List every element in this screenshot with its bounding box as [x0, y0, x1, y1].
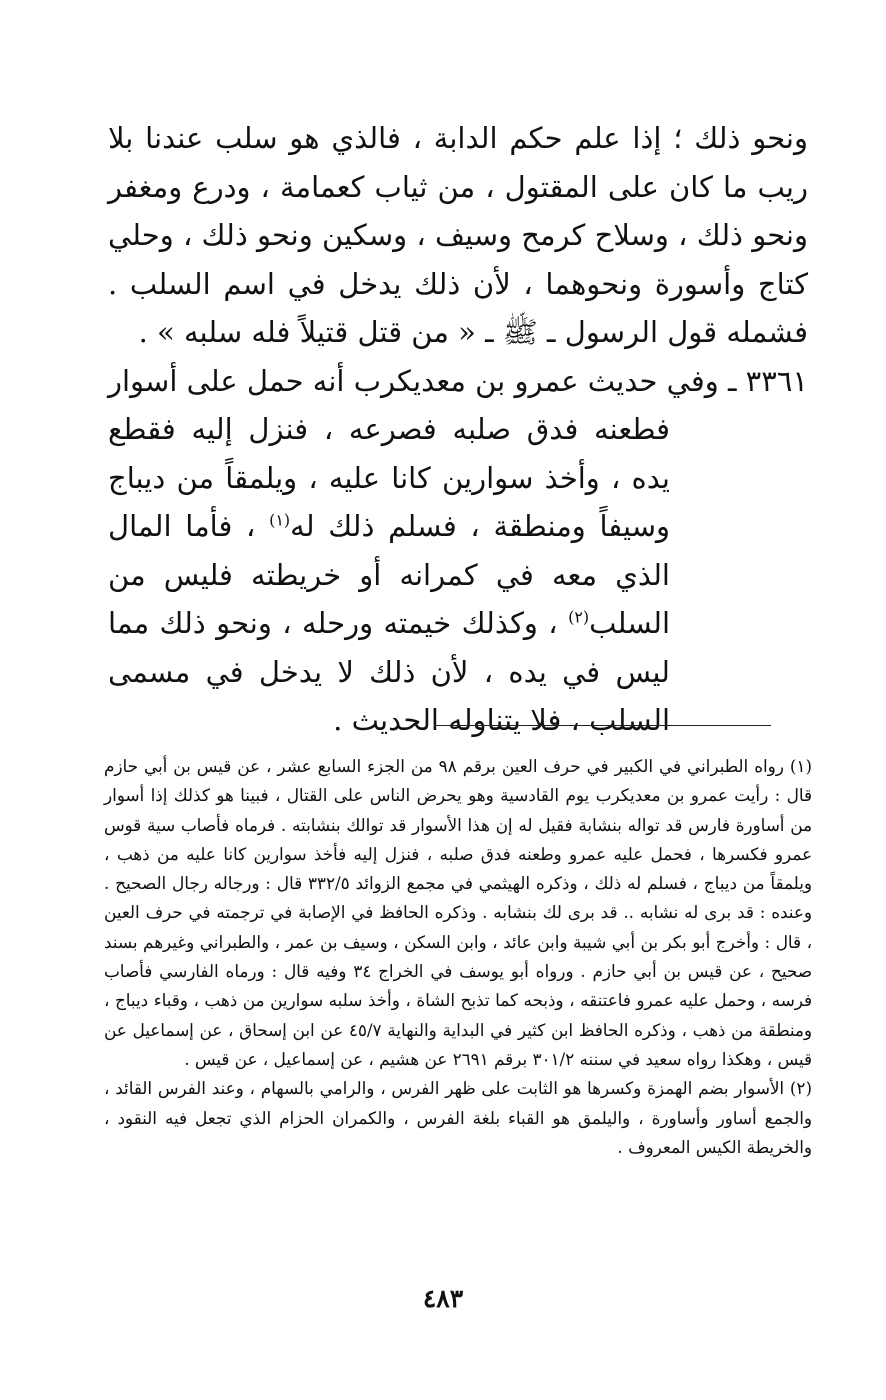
- paragraph-dash: ـ: [718, 363, 746, 398]
- footnotes: [104, 752, 812, 1162]
- page-number: ٤٨٣: [422, 1284, 464, 1313]
- footnote-ref-2: (٢): [568, 607, 590, 627]
- paragraph-text-part2: ، فأما المال الذي معه في كمرانه أو خريطته فليس من السلب: [108, 509, 670, 640]
- paragraph-continued: ونحو ذلك ؛ إذا علم حكم الدابة ، فالذي هو سلب عندنا بلا ريب ما كان على المقتول ، من ثياب كعمامة ، ودرع ومغفر ونحو ذلك ، وسلاح كرمح وسيف ، وسكين ونحو ذلك ، وحلي كتاج وأسورة ونحوهما ، لأن ذلك يدخل في اسم السلب . فشمله قول الرسول ـ ﷺ ـ « من قتل قتيلاً فله سلبه » .: [108, 121, 808, 349]
- paragraph-number: ٣٣٦١: [745, 363, 808, 398]
- footnote-ref-1: (١): [269, 510, 291, 530]
- main-text: [108, 114, 808, 745]
- paragraph-3361: [108, 357, 808, 745]
- paragraph-text-part3: ، وكذلك خيمته ورحله ، ونحو ذلك مما ليس في يده ، لأن ذلك لا يدخل في مسمى السلب ، فلا يتناوله الحديث .: [108, 606, 670, 737]
- footnote-2: (٢) الأسوار بضم الهمزة وكسرها هو الثابت على ظهر الفرس ، والرامي بالسهام ، وعند الفرس القائد ، والجمع أساور وأساورة ، واليلمق هو القباء بلغة الفرس ، والكمران الحزام الذي تجعل فيه النقود ، والخريطة الكيس المعروف .: [104, 1078, 812, 1157]
- footnote-1: (١) رواه الطبراني في الكبير في حرف العين برقم ٩٨ من الجزء السابع عشر ، عن قيس بن أبي حازم قال : رأيت عمرو بن معديكرب يوم القادسية وهو يحرض الناس على القتال ، فبينا هو كذلك إذا أسوار من أساورة فارس قد تواله بنشابة فقيل له إن هذا الأسوار قد توالك بنشابته . فرماه فأصاب سية قوس عمرو فكسرها ، فحمل عليه عمرو وطعنه فدق صلبه ، فنزل إليه فأخذ سوارين كانا عليه من ذهب ، ويلمقاً من ديباج ، فسلم له ذلك ، وذكره الهيثمي في مجمع الزوائد ٣٣٢/٥ قال : ورجاله رجال الصحيح . وعنده : قد برى له نشابه .. قد برى لك بنشابه . وذكره الحافظ في الإصابة في ترجمته في حرف العين ، قال : وأخرج أبو بكر بن أبي شيبة وابن عائد ، وابن السكن ، وسيف بن عمر ، والطبراني وغيرهم بسند صحيح ، عن قيس بن أبي حازم . ورواه أبو يوسف في الخراج ٣٤ وفيه قال : ورماه الفارسي فأصاب فرسه ، وحمل عليه عمرو فاعتنقه ، وذبحه كما تذبح الشاة ، وأخذ سلبه سوارين من ذهب ، وقباء ديباج ، ومنطقة من ذهب ، وذكره الحافظ ابن كثير في البداية والنهاية ٤٥/٧ عن ابن إسحاق ، عن إسماعيل عن قيس ، وهكذا رواه سعيد في سننه ٣٠١/٢ برقم ٢٦٩١ عن هشيم ، عن إسماعيل ، عن قيس .: [104, 756, 812, 1069]
- paragraph-text-part1: وفي حديث عمرو بن معديكرب أنه حمل على أسوار فطعنه فدق صلبه فصرعه ، فنزل إليه فقطع يده ، وأخذ سوارين كانا عليه ، ويلمقاً من ديباج وسيفاً ومنطقة ، فسلم ذلك له: [108, 363, 719, 543]
- footnote-separator: [434, 725, 771, 726]
